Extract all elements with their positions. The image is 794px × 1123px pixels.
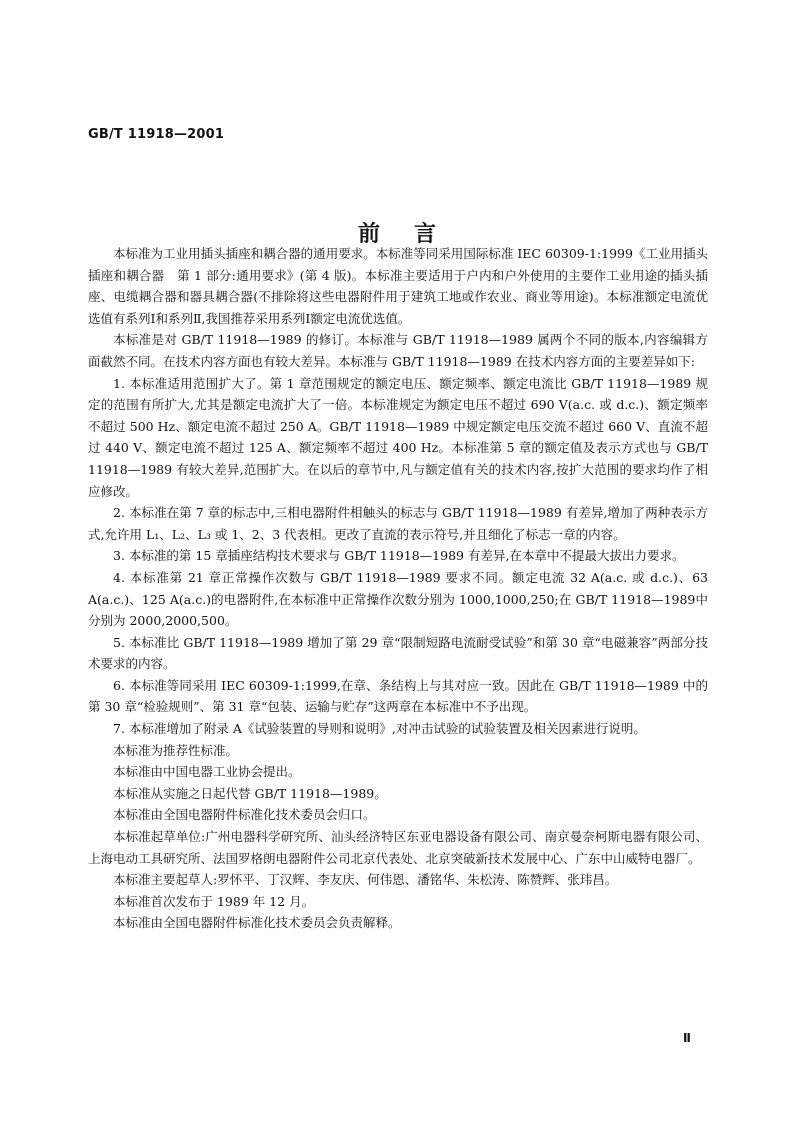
paragraph-drafting-units: 本标准起草单位:广州电器科学研究所、汕头经济特区东亚电器设备有限公司、南京曼奈柯斯电器有限公司、上海电动工具研究所、法国罗格朗电器附件公司北京代表处、北京突破新技术发展中心、广东中山威特电器厂。 <box>88 829 708 866</box>
paragraph-diff-7: 7. 本标准增加了附录 A《试验装置的导则和说明》,对冲击试验的试验装置及相关因素进行说明。 <box>113 721 646 737</box>
paragraph-revision: 本标准是对 GB/T 11918—1989 的修订。本标准与 GB/T 11918—1989 属两个不同的版本,内容编辑方面截然不同。在技术内容方面也有较大差异。本标准与 GB/T 11918—1989 在技术内容方面的主要差异如下: <box>88 332 708 369</box>
paragraph-diff-3: 3. 本标准的第 15 章插座结构技术要求与 GB/T 11918—1989 有差异,在本章中不提最大拔出力要求。 <box>113 548 685 564</box>
paragraph-centralized: 本标准由全国电器附件标准化技术委员会归口。 <box>113 807 376 823</box>
paragraph-interpretation: 本标准由全国电器附件标准化技术委员会负责解释。 <box>113 915 401 931</box>
document-body <box>88 243 708 934</box>
paragraph-proposer: 本标准由中国电器工业协会提出。 <box>113 764 301 780</box>
paragraph-diff-5: 5. 本标准比 GB/T 11918—1989 增加了第 29 章“限制短路电流耐受试验”和第 30 章“电磁兼容”两部分技术要求的内容。 <box>88 634 708 672</box>
paragraph-recommended: 本标准为推荐性标准。 <box>113 742 239 758</box>
page-number: Ⅱ <box>683 1031 691 1045</box>
paragraph-first-issue: 本标准首次发布于 1989 年 12 月。 <box>113 893 315 909</box>
paragraph-diff-6: 6. 本标准等同采用 IEC 60309-1:1999,在章、条结构上与其对应一致。因此在 GB/T 11918—1989 中的第 30 章“检验规则”、第 31 章“包装、运输与贮存”这两章在本标准中不予出现。 <box>88 677 708 715</box>
paragraph-replaces: 本标准从实施之日起代替 GB/T 11918—1989。 <box>113 785 387 801</box>
paragraph-drafters: 本标准主要起草人:罗怀平、丁汉辉、李友庆、何伟恩、潘铭华、朱松涛、陈赞辉、张玮昌。 <box>113 872 618 888</box>
paragraph-scope: 本标准为工业用插头插座和耦合器的通用要求。本标准等同采用国际标准 IEC 60309-1:1999《工业用插头插座和耦合器 第 1 部分:通用要求》(第 4 版)。本标准主要适用于户内和户外使用的主要作工业用途的插头插座、电缆耦合器和器具耦合器(不排除将这些电器附件用于建筑工地或作农业、商业等用途)。本标准额定电流优选值有系列Ⅰ和系列Ⅱ,我国推荐采用系列Ⅰ额定电流优选值。 <box>88 246 708 326</box>
page-title: 前言 <box>357 221 470 247</box>
paragraph-diff-2: 2. 本标准在第 7 章的标志中,三相电器附件相触头的标志与 GB/T 11918—1989 有差异,增加了两种表示方式,允许用 L₁、L₂、L₃ 或 1、2、3 代表相。更改了直流的表示符号,并且细化了标志一章的内容。 <box>88 505 708 542</box>
paragraph-diff-1: 1. 本标准适用范围扩大了。第 1 章范围规定的额定电压、额定频率、额定电流比 GB/T 11918—1989 规定的范围有所扩大,尤其是额定电流扩大了一倍。本标准规定为额定电压不超过 690 V(a.c. 或 d.c.)、额定频率不超过 500 Hz、额定电流不超过 250 A。GB/T 11918—1989 中规定额定电压交流不超过 660 V、直流不超过 440 V、额定电流不超过 125 A、额定频率不超过 400 Hz。本标准第 5 章的额定值及表示方式也与 GB/T 11918—1989 有较大差异,范围扩大。在以后的章节中,凡与额定值有关的技术内容,按扩大范围的要求均作了相应修改。 <box>88 375 708 499</box>
standard-code: GB/T 11918—2001 <box>88 127 225 142</box>
paragraph-diff-4: 4. 本标准第 21 章正常操作次数与 GB/T 11918—1989 要求不同。额定电流 32 A(a.c. 或 d.c.)、63 A(a.c.)、125 A(a.c.)的电器附件,在本标准中正常操作次数分别为 1000,1000,250;在 GB/T 11918—1989中分别为 2000,2000,500。 <box>88 569 708 629</box>
